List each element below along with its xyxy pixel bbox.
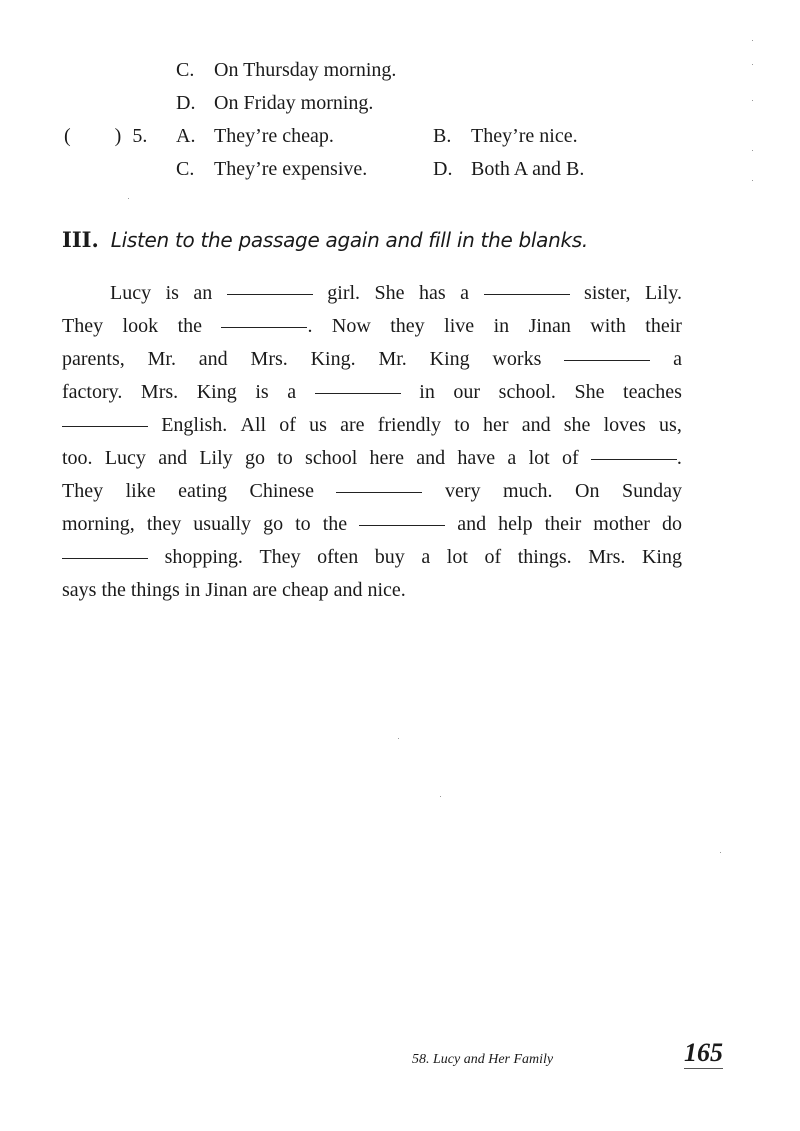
- passage-line: [62, 277, 682, 310]
- q5-option-b-text: They’re nice.: [471, 125, 578, 147]
- passage-word: help: [498, 513, 533, 535]
- passage-word: King.: [310, 348, 356, 370]
- passage-word: They: [62, 315, 104, 337]
- passage-word: parents,: [62, 348, 125, 370]
- passage-word: and: [198, 348, 228, 370]
- q5-option-c-letter: C.: [176, 158, 195, 180]
- passage-word: look: [122, 315, 159, 337]
- passage-word: English.: [161, 414, 228, 436]
- answer-blank[interactable]: .: [221, 310, 312, 343]
- passage-line: [62, 409, 682, 442]
- scan-speck: [720, 852, 721, 853]
- answer-blank[interactable]: [484, 277, 570, 310]
- passage-word: King: [429, 348, 470, 370]
- q5-paren-close: ): [114, 125, 122, 147]
- q5-option-d-text: Both A and B.: [471, 158, 585, 180]
- passage-word: has: [419, 282, 446, 304]
- scan-speck: [752, 64, 753, 65]
- passage-word: too.: [62, 447, 93, 469]
- answer-blank[interactable]: [62, 409, 148, 442]
- passage-word: to: [454, 414, 470, 436]
- q5-option-c-text: They’re expensive.: [214, 158, 368, 180]
- passage-word: friendly: [377, 414, 442, 436]
- passage-word: do: [661, 513, 682, 535]
- passage-word: lot: [446, 546, 468, 568]
- passage-word: their: [544, 513, 582, 535]
- passage-word: much.: [503, 480, 553, 502]
- passage-word: of: [561, 447, 579, 469]
- scan-speck: [752, 180, 753, 181]
- q5-answer-bracket: [64, 124, 147, 148]
- passage-word: They: [259, 546, 301, 568]
- passage-word: She: [574, 381, 605, 403]
- passage-word: us,: [659, 414, 682, 436]
- passage-word: shopping.: [164, 546, 243, 568]
- passage-word: a: [460, 282, 470, 304]
- passage-word: They: [62, 480, 104, 502]
- passage-word: Lucy: [104, 447, 146, 469]
- passage-line: [62, 310, 682, 343]
- q5-option-b: [433, 124, 578, 148]
- passage-word: a: [287, 381, 297, 403]
- answer-blank[interactable]: [564, 343, 650, 376]
- passage-word: eating: [178, 480, 227, 502]
- passage-word: have: [457, 447, 496, 469]
- passage-word: things.: [517, 546, 572, 568]
- passage-line: [62, 541, 682, 574]
- passage-word: factory.: [62, 381, 123, 403]
- passage-word: and: [457, 513, 487, 535]
- passage-line: [62, 343, 682, 376]
- passage-word: often: [317, 546, 359, 568]
- passage-word: a: [507, 447, 517, 469]
- passage-word: works: [492, 348, 542, 370]
- passage-word: like: [125, 480, 156, 502]
- passage-word: very: [444, 480, 481, 502]
- passage-line: [62, 475, 682, 508]
- q4-option-d-text: On Friday morning.: [214, 92, 374, 114]
- passage-word: go: [263, 513, 284, 535]
- q5-option-d-letter: D.: [433, 158, 453, 180]
- passage-word: morning,: [62, 513, 135, 535]
- scan-speck: [752, 40, 753, 41]
- section-number: III.: [62, 227, 99, 252]
- passage-word: Chinese: [249, 480, 314, 502]
- passage-word: King: [641, 546, 682, 568]
- passage-word: says the things in Jinan are cheap and nice.: [62, 579, 406, 601]
- answer-blank[interactable]: [359, 508, 445, 541]
- passage-word: and: [416, 447, 446, 469]
- section-heading: [62, 226, 588, 254]
- passage-word: of: [484, 546, 502, 568]
- passage-word: she: [563, 414, 591, 436]
- passage-word: and: [158, 447, 188, 469]
- q5-option-d: [433, 157, 584, 181]
- passage-word: Sunday: [621, 480, 682, 502]
- answer-blank[interactable]: [336, 475, 422, 508]
- passage-word: Now: [331, 315, 371, 337]
- answer-blank[interactable]: [227, 277, 313, 310]
- passage-word: girl.: [327, 282, 361, 304]
- passage-line: [62, 574, 682, 607]
- passage-word: Mrs.: [140, 381, 179, 403]
- q5-option-a-letter: A.: [176, 125, 196, 147]
- scan-speck: [128, 198, 129, 199]
- q5-option-a-text: They’re cheap.: [214, 125, 334, 147]
- q4-option-d: [176, 91, 373, 115]
- q4-option-c-text: On Thursday morning.: [214, 59, 397, 81]
- q5-option-b-letter: B.: [433, 125, 452, 147]
- passage-word: school.: [498, 381, 556, 403]
- passage-word: buy: [374, 546, 405, 568]
- scan-speck: [752, 150, 753, 151]
- passage-word: to: [295, 513, 311, 535]
- passage-line: [62, 376, 682, 409]
- passage-word: Jinan: [528, 315, 571, 337]
- passage-word: is: [165, 282, 179, 304]
- passage-word: they: [390, 315, 425, 337]
- passage-word: teaches: [623, 381, 682, 403]
- passage-word: their: [645, 315, 682, 337]
- passage-word: go: [244, 447, 265, 469]
- q5-number: 5.: [132, 125, 148, 147]
- answer-blank[interactable]: [62, 541, 148, 574]
- passage-line: [62, 508, 682, 541]
- passage-word: and: [521, 414, 551, 436]
- passage-word: mother: [593, 513, 650, 535]
- passage-word: On: [575, 480, 600, 502]
- scan-speck: [752, 100, 753, 101]
- passage-word: to: [277, 447, 293, 469]
- passage-word: loves: [603, 414, 646, 436]
- passage-word: in: [493, 315, 510, 337]
- passage-word: her: [482, 414, 509, 436]
- passage-word: our: [453, 381, 481, 403]
- passage-word: a: [673, 348, 682, 370]
- q5-option-c: [176, 157, 367, 181]
- passage-word: us: [309, 414, 327, 436]
- passage-word: school: [305, 447, 358, 469]
- answer-blank[interactable]: [315, 376, 401, 409]
- passage-word: Mr.: [147, 348, 176, 370]
- passage-word: All: [240, 414, 267, 436]
- passage-word: She: [374, 282, 405, 304]
- passage-word: is: [255, 381, 269, 403]
- q4-option-c-letter: C.: [176, 59, 195, 81]
- scan-speck: [398, 738, 399, 739]
- passage-word: the: [177, 315, 202, 337]
- passage-word: Mrs.: [588, 546, 626, 568]
- passage-word: here: [369, 447, 404, 469]
- passage-word: a: [421, 546, 431, 568]
- passage-word: lot: [528, 447, 550, 469]
- passage-word: King: [196, 381, 237, 403]
- section-title: Listen to the passage again and fill in the blanks.: [110, 228, 588, 252]
- scan-speck: [440, 796, 441, 797]
- passage-word: Lucy: [110, 282, 152, 304]
- q4-option-c: [176, 58, 396, 82]
- passage-word: Mr.: [378, 348, 407, 370]
- passage-word: are: [340, 414, 365, 436]
- answer-blank[interactable]: .: [591, 442, 682, 475]
- q5-option-a: [176, 124, 334, 148]
- page-number: 165: [684, 1038, 723, 1067]
- passage-word: in: [419, 381, 435, 403]
- passage-word: sister,: [584, 282, 631, 304]
- passage-word: Lily: [199, 447, 233, 469]
- unit-caption: 58. Lucy and Her Family: [412, 1052, 554, 1067]
- passage-word: Mrs.: [250, 348, 288, 370]
- q5-paren-open: (: [64, 125, 71, 147]
- passage-word: of: [279, 414, 296, 436]
- passage-line: [62, 442, 682, 475]
- passage-word: they: [146, 513, 182, 535]
- passage-word: an: [193, 282, 213, 304]
- passage: [62, 277, 682, 607]
- passage-word: Lily.: [644, 282, 682, 304]
- q4-option-d-letter: D.: [176, 92, 196, 114]
- passage-word: live: [444, 315, 475, 337]
- passage-word: with: [590, 315, 626, 337]
- passage-word: the: [322, 513, 348, 535]
- passage-word: usually: [193, 513, 252, 535]
